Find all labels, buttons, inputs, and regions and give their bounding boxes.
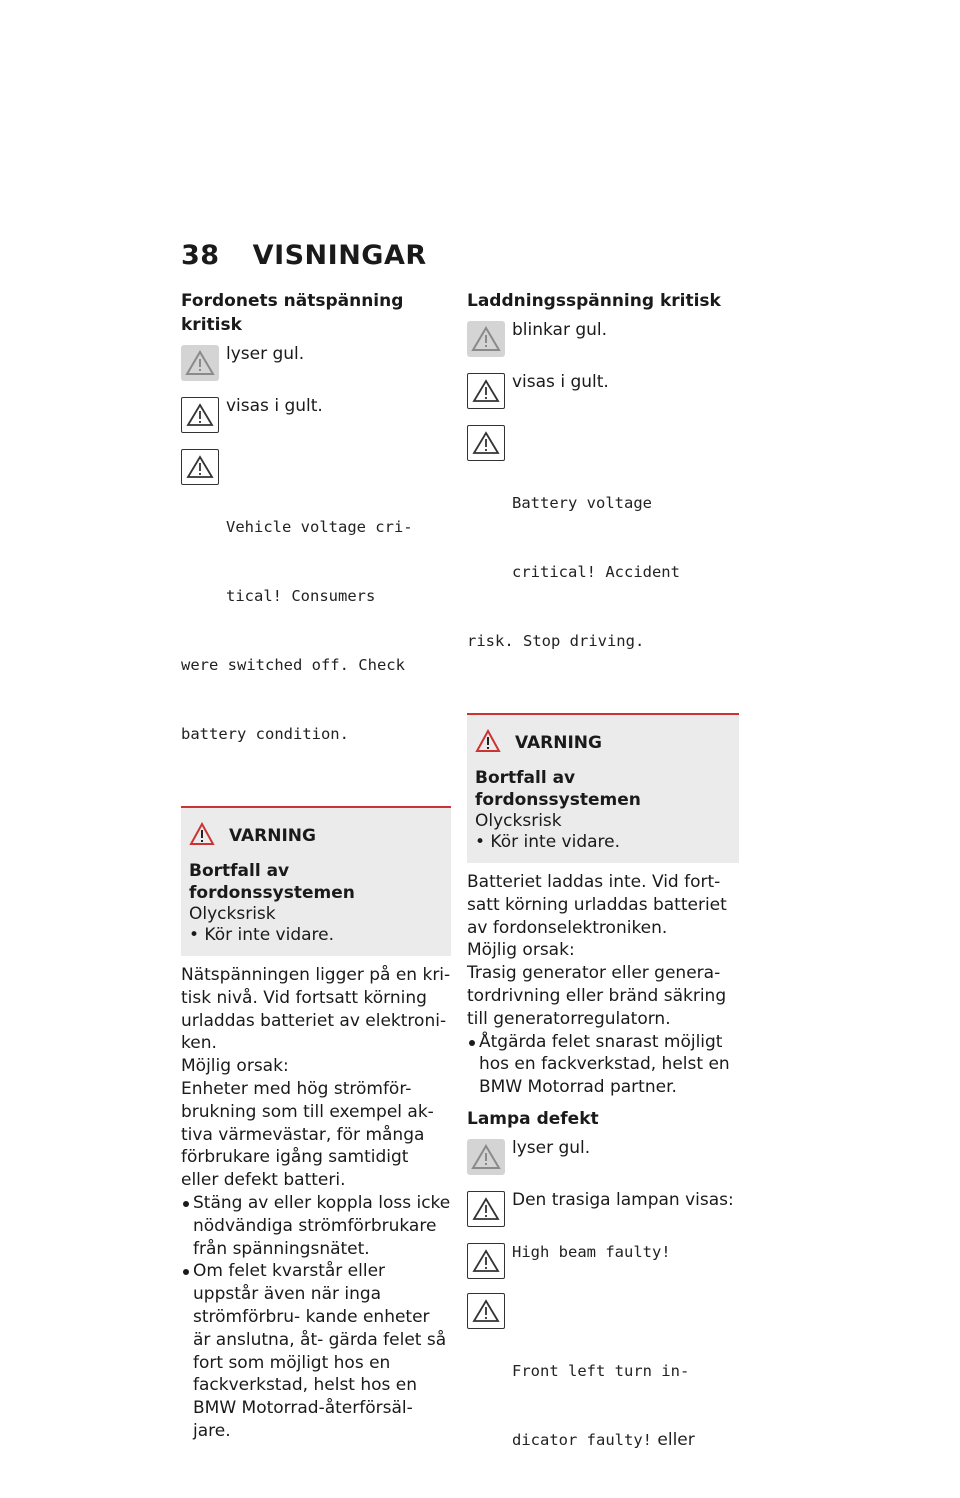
warning-light-icon <box>467 321 505 357</box>
message-line: battery condition. <box>181 725 349 743</box>
indicator-text: blinkar gul. <box>512 320 608 340</box>
warning-risk: Olycksrisk <box>189 904 276 924</box>
message-line: critical! Accident <box>512 563 680 581</box>
display-warning-icon <box>181 397 219 433</box>
section-heading-charging: Laddningsspänning kritisk <box>467 291 721 311</box>
lamp-message-row <box>467 1241 739 1287</box>
page-number: 38 <box>181 240 220 271</box>
display-warning-icon <box>467 1191 505 1227</box>
display-text: Den trasiga lampan visas: <box>512 1189 734 1210</box>
cause-label: Möjlig orsak: <box>181 1056 289 1077</box>
indicator-text: lyser gul. <box>226 344 305 364</box>
message-line: risk. Stop driving. <box>467 632 645 650</box>
message-line: dicator faulty! <box>512 1430 652 1449</box>
message-line: Vehicle voltage cri- <box>226 518 413 536</box>
message-warning-icon <box>181 449 219 485</box>
message-line: Front left turn in- <box>512 1361 690 1380</box>
list-item: Stäng av eller koppla loss icke nödvändiga strömförbrukare från spänningsnätet. <box>181 1192 451 1260</box>
red-warning-icon <box>475 729 501 757</box>
display-message <box>467 423 739 699</box>
display-message <box>181 447 451 792</box>
indicator-row <box>181 343 451 389</box>
description-paragraph: Nätspänningen ligger på en kri- tisk nivå. Vid fortsatt körning urladdas batteriet av elektroni- ken. <box>181 965 451 1054</box>
section-heading-voltage: Fordonets nätspänning kritisk <box>181 291 404 335</box>
warning-light-icon <box>181 345 219 381</box>
list-item: Om felet kvarstår eller uppstår även när inga strömförbru- kande enheter är anslutna, åt- gärda felet så fort som möjligt hos en fackverkstad, helst hos en BMW Motorrad-återförsäl- jare. <box>181 1260 451 1442</box>
warning-risk: Olycksrisk <box>475 811 562 831</box>
message-line: were switched off. Check <box>181 656 405 674</box>
left-column <box>181 289 451 1443</box>
warning-action: • Kör inte vidare. <box>475 832 621 852</box>
warning-label: VARNING <box>515 733 602 753</box>
display-text: visas i gult. <box>512 372 609 392</box>
lamp-indicator-row <box>467 1137 739 1183</box>
display-row <box>181 395 451 441</box>
warning-label: VARNING <box>229 826 316 846</box>
section-heading-lamp: Lampa defekt <box>467 1108 599 1129</box>
message-warning-icon <box>467 425 505 461</box>
page-title: VISNINGAR <box>252 240 427 271</box>
list-item: Åtgärda felet snarast möjligt hos en fackverkstad, helst en BMW Motorrad partner. <box>467 1031 739 1099</box>
warning-action: • Kör inte vidare. <box>189 925 335 945</box>
message-warning-icon <box>467 1293 505 1329</box>
lamp-message-block <box>467 1291 739 1498</box>
display-text: visas i gult. <box>226 396 323 416</box>
display-row <box>467 371 739 417</box>
warning-title: Bortfall av fordonssystemen <box>475 768 641 810</box>
page-header <box>181 240 427 271</box>
indicator-row <box>467 319 739 365</box>
message-tail: eller <box>651 1429 695 1450</box>
message-line: High beam faulty! <box>512 1242 671 1261</box>
message-line: Battery voltage <box>512 494 652 512</box>
warning-box <box>181 806 451 956</box>
warning-box <box>467 713 739 863</box>
cause-text: Enheter med hög strömför- brukning som till exempel ak- tiva värmevästar, för många förbrukare igång samtidigt eller defekt batteri. <box>181 1078 434 1191</box>
cause-label: Möjlig orsak: <box>467 940 575 961</box>
right-column <box>467 289 739 1498</box>
description-paragraph: Batteriet laddas inte. Vid fort- satt körning urladdas batteriet av fordonselektroniken. <box>467 872 727 938</box>
message-line: tical! Consumers <box>226 587 376 605</box>
display-warning-icon <box>467 373 505 409</box>
red-warning-icon <box>189 822 215 850</box>
cause-text: Trasig generator eller genera- tordrivning eller bränd säkring till generatorregulatorn. <box>467 963 727 1029</box>
warning-light-icon <box>467 1139 505 1175</box>
lamp-display-row <box>467 1189 739 1235</box>
indicator-text: lyser gul. <box>512 1137 591 1158</box>
warning-title: Bortfall av fordonssystemen <box>189 861 355 903</box>
